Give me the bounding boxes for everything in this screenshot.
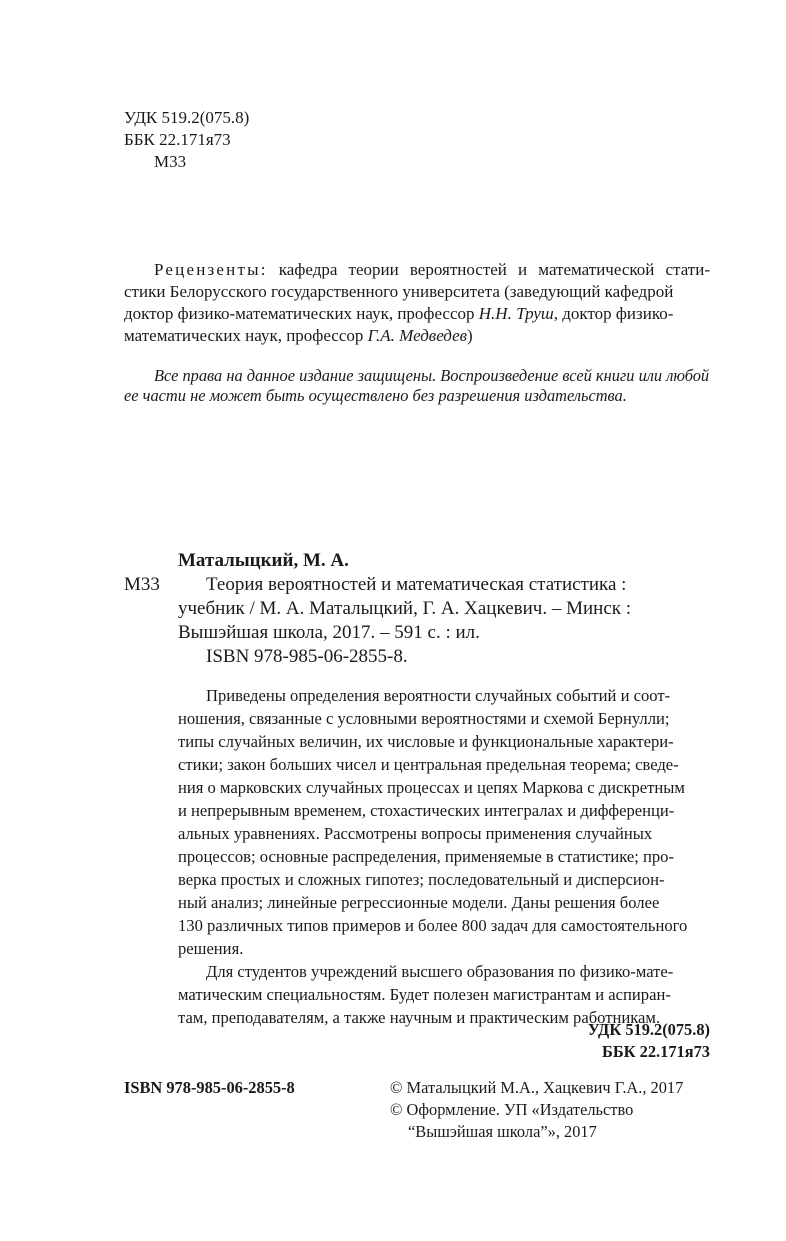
- footer-bbk: ББК 22.171я73: [602, 1042, 710, 1061]
- footer-copyright-2: © Оформление. УП «Издательство: [390, 1100, 634, 1119]
- annotation-line: типы случайных величин, их числовые и функциональные характери-: [178, 732, 674, 751]
- annotation-line: верка простых и сложных гипотез; последовательный и дисперсион-: [178, 870, 665, 889]
- reviewers-label: Рецензенты:: [154, 260, 268, 279]
- header-author-code: М33: [154, 152, 187, 171]
- header-bbk: ББК 22.171я73: [124, 130, 231, 149]
- catalog-title-line-2: учебник / М. А. Маталыцкий, Г. А. Хацкевич. – Минск :: [178, 598, 632, 619]
- footer-copyright-3: “Вышэйшая школа”», 2017: [408, 1122, 597, 1141]
- annotation-line: Для студентов учреждений высшего образования по физико-мате-: [206, 962, 674, 981]
- annotation-line: 130 различных типов примеров и более 800 задач для самостоятельного: [178, 916, 688, 935]
- reviewer-name-trush: Н.Н. Труш: [478, 304, 554, 323]
- catalog-title-line-1: Теория вероятностей и математическая статистика :: [206, 574, 627, 595]
- reviewers-line-1: Рецензенты: кафедра теории вероятностей и математической стати-: [154, 260, 710, 279]
- annotation-line: матическим специальностям. Будет полезен магистрантам и аспиран-: [178, 985, 671, 1004]
- catalog-code: М33: [124, 574, 160, 595]
- reviewer-name-medvedev: Г.А. Медведев: [367, 326, 468, 345]
- annotation-line: решения.: [178, 939, 244, 958]
- catalog-isbn: ISBN 978-985-06-2855-8.: [206, 646, 408, 667]
- footer-copyright-1: © Маталыцкий М.А., Хацкевич Г.А., 2017: [390, 1078, 684, 1097]
- rights-line-2: ее части не может быть осуществлено без разрешения издательства.: [124, 386, 627, 405]
- catalog-title-line-3: Вышэйшая школа, 2017. – 591 с. : ил.: [178, 622, 480, 643]
- annotation-line: ния о марковских случайных процессах и цепях Маркова с дискретным: [178, 778, 685, 797]
- annotation-line: ный анализ; линейные регрессионные модели. Даны решения более: [178, 893, 660, 912]
- rights-line-1: Все права на данное издание защищены. Воспроизведение всей книги или любой: [154, 366, 710, 385]
- annotation-line: ношения, связанные с условными вероятностями и схемой Бернулли;: [178, 709, 670, 728]
- footer-isbn: ISBN 978-985-06-2855-8: [124, 1078, 295, 1097]
- reviewers-line-4: математических наук, профессор Г.А. Медведев): [124, 326, 473, 345]
- catalog-author: Маталыцкий, М. А.: [178, 550, 349, 571]
- reviewers-line-3: доктор физико-математических наук, профессор Н.Н. Труш, доктор физико-: [124, 304, 674, 323]
- annotation-line: там, преподавателям, а также научным и практическим работникам.: [178, 1008, 661, 1027]
- footer-udk: УДК 519.2(075.8): [587, 1020, 710, 1039]
- header-udk: УДК 519.2(075.8): [124, 108, 250, 127]
- annotation-line: Приведены определения вероятности случайных событий и соот-: [206, 686, 671, 705]
- reviewers-line-2: стики Белорусского государственного университета (заведующий кафедрой: [124, 282, 674, 301]
- annotation-line: альных уравнениях. Рассмотрены вопросы применения случайных: [178, 824, 653, 843]
- annotation-line: и непрерывным временем, стохастических интегралах и дифференци-: [178, 801, 675, 820]
- annotation-line: стики; закон больших чисел и центральная предельная теорема; сведе-: [178, 755, 679, 774]
- annotation-line: процессов; основные распределения, применяемые в статистике; про-: [178, 847, 674, 866]
